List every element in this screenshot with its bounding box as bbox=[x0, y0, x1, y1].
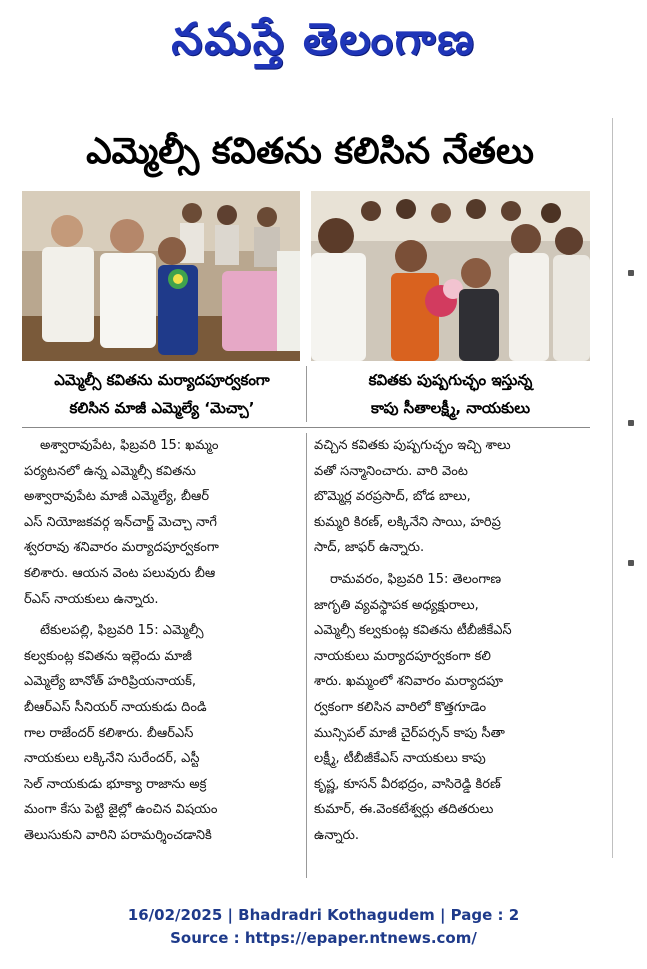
article-line: లక్ష్మీ, టీబీజీకేఎస్ నాయకులు కాపు bbox=[314, 751, 486, 767]
article-line: మంగా కేసు పెట్టి జైల్లో ఉంచిన విషయం bbox=[24, 802, 218, 818]
caption-line: కాపు సీతాలక్ష్మీ, నాయకులు bbox=[370, 399, 531, 417]
article-line: ఎమ్మెల్యే బానోత్ హరిప్రియనాయక్, bbox=[24, 674, 196, 690]
article-line: కుమార్, ఈ.వెంకటేశ్వర్లు తదితరులు bbox=[314, 802, 494, 818]
photo-caption-left bbox=[22, 366, 302, 422]
caption-line: కలిసిన మాజీ ఎమ్మెల్యే ‘మెచ్చా’ bbox=[69, 399, 255, 417]
article-line: ర్వకంగా కలిసిన వారిలో కొత్తగూడెం bbox=[314, 699, 487, 715]
caption-line: కవితకు పుష్పగుచ్ఛం ఇస్తున్న bbox=[368, 371, 533, 389]
photo-bouquet-presentation bbox=[311, 191, 590, 361]
article-line: కల్వకుంట్ల కవితను ఇల్లెందు మాజీ bbox=[24, 648, 192, 664]
page-edge-rule bbox=[612, 118, 613, 858]
article-line: కలిశారు. ఆయన వెంట పలువురు బీఆ bbox=[24, 565, 216, 581]
article-column-right bbox=[314, 433, 590, 849]
article-line: ఎమ్మెల్సీ కల్వకుంట్ల కవితను టీబీజీకేఎస్ bbox=[314, 623, 512, 639]
article-line: సాద్, జాఫర్ ఉన్నారు. bbox=[314, 540, 425, 556]
caption-divider bbox=[306, 366, 307, 422]
article-line: రామవరం, ఫిబ్రవరి 15: తెలంగాణ bbox=[330, 571, 502, 587]
article-line: పర్యటనలో ఉన్న ఎమ్మెల్సీ కవితను bbox=[24, 463, 196, 479]
photo-meeting-mecha bbox=[22, 191, 300, 361]
footer-source-link[interactable]: Source : https://epaper.ntnews.com/ bbox=[170, 929, 477, 947]
article-line: గాల రాజేందర్ కలిశారు. బీఆర్‌ఎస్ bbox=[24, 725, 194, 741]
article-line: శ్వరరావు శనివారం మర్యాదపూర్వకంగా bbox=[24, 540, 219, 556]
article-line: కుమ్మరి కిరణ్, లక్కినేని సాయి, హరిప్ర bbox=[314, 514, 501, 530]
article-line: ర్‌ఎస్ నాయకులు ఉన్నారు. bbox=[24, 591, 159, 607]
article-line: ఎస్ నియోజకవర్గ ఇన్‌చార్జ్ మెచ్చా నాగే bbox=[24, 514, 218, 530]
article-line: అశ్వారావుపేట మాజీ ఎమ్మెల్యే, బీఆర్ bbox=[24, 489, 210, 505]
article-line: జాగృతి వ్యవస్థాపక అధ్యక్షురాలు, bbox=[314, 597, 479, 613]
newspaper-masthead: నమస్తే తెలంగాణ bbox=[171, 14, 476, 65]
caption-line: ఎమ్మెల్సీ కవితను మర్యాదపూర్వకంగా bbox=[54, 371, 270, 389]
footer-date-edition: 16/02/2025 | Bhadradri Kothagudem | Page : 2 bbox=[127, 906, 520, 924]
article-headline: ఎమ్మెల్సీ కవితను కలిసిన నేతలు bbox=[86, 131, 534, 172]
article-line: కృష్ణ, కూసన్ వీరభద్రం, వాసిరెడ్డి కిరణ్ bbox=[314, 776, 501, 792]
edge-mark bbox=[628, 420, 634, 426]
article-line: బొమ్మెర్ల వరప్రసాద్, బోడ బాలు, bbox=[314, 489, 471, 505]
edge-mark bbox=[628, 270, 634, 276]
article-line: టేకులపల్లి, ఫిబ్రవరి 15: ఎమ్మెల్సీ bbox=[40, 623, 204, 639]
article-line: ఉన్నారు. bbox=[314, 827, 359, 843]
article-line: నాయకులు మర్యాదపూర్వకంగా కలి bbox=[314, 648, 491, 664]
article-line: సెల్ నాయకుడు భూక్యా రాజాను అక్ర bbox=[24, 776, 207, 792]
article-line: బీఆర్‌ఎస్ సీనియర్ నాయకుడు దిండి bbox=[24, 699, 207, 715]
photo-caption-right bbox=[311, 366, 590, 422]
article-line: మున్సిపల్ మాజీ చైర్‌పర్సన్ కాపు సీతా bbox=[314, 725, 505, 741]
article-line: శారు. ఖమ్మంలో శనివారం మర్యాదపూ bbox=[314, 674, 504, 690]
edge-mark bbox=[628, 560, 634, 566]
article-line: వతో సన్మానించారు. వారి వెంట bbox=[314, 463, 468, 479]
article-column-left bbox=[24, 433, 300, 849]
article-line: నాయకులు లక్కినేని సురేందర్, ఎస్టీ bbox=[24, 751, 200, 767]
section-rule bbox=[22, 427, 590, 428]
article-line: అశ్వారావుపేట, ఫిబ్రవరి 15: ఖమ్మం bbox=[40, 438, 219, 453]
column-divider bbox=[306, 433, 307, 878]
article-line: వచ్చిన కవితకు పుష్పగుచ్ఛం ఇచ్చి శాలు bbox=[314, 438, 511, 453]
article-line: తెలుసుకుని వారిని పరామర్శించడానికి bbox=[24, 827, 212, 843]
